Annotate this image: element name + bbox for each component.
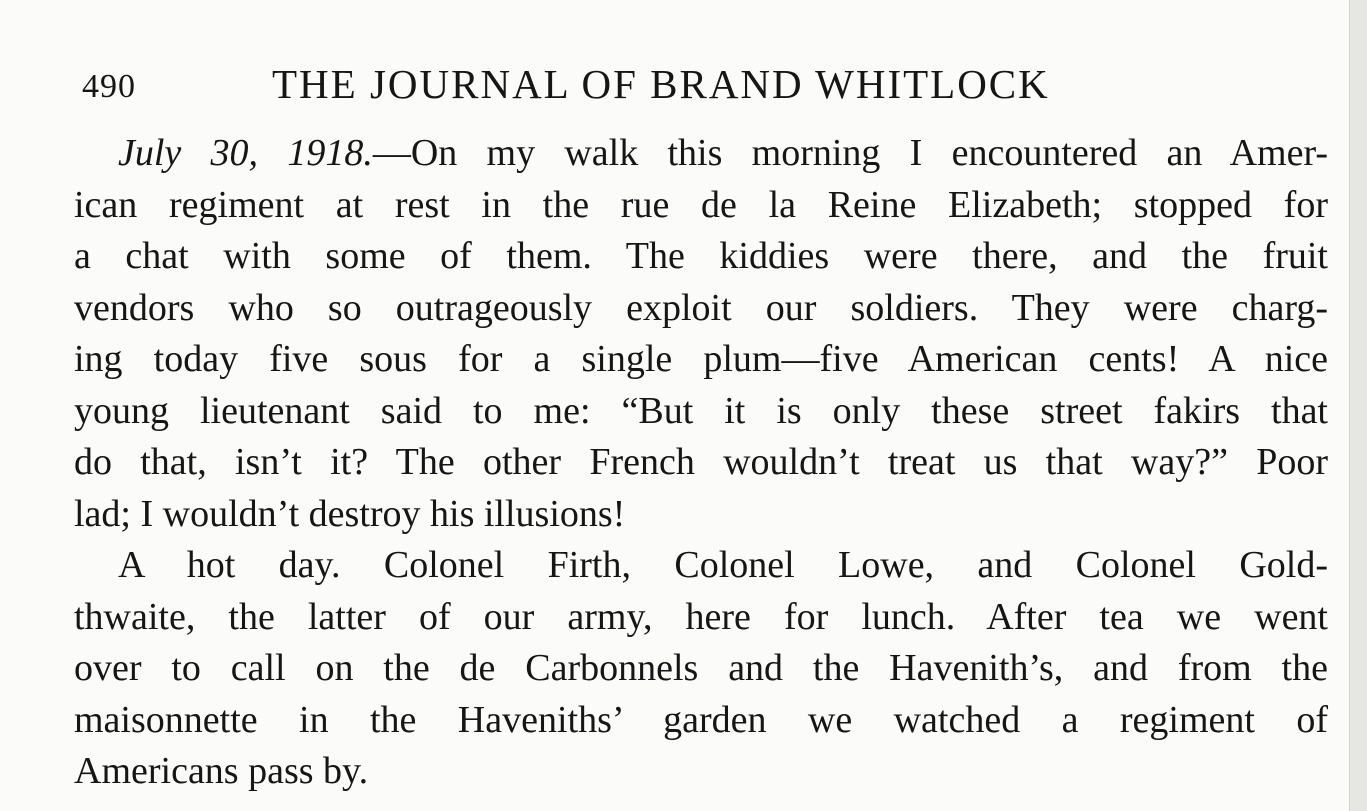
text-line: do that, isn’t it? The other French wouldn’t treat us that way?” Poor: [74, 441, 1328, 483]
running-title: THE JOURNAL OF BRAND WHITLOCK: [272, 61, 1050, 107]
page-header: [82, 60, 1142, 120]
entry-date: July 30, 1918.: [118, 132, 373, 174]
text-line: Americans pass by.: [74, 750, 369, 792]
text-line: ican regiment at rest in the rue de la Reine Elizabeth; stopped for: [74, 183, 1328, 226]
paragraph-2: [74, 540, 1328, 798]
text-line-content: —On my walk this morning I encountered an Amer-: [372, 132, 1328, 174]
page-number: 490: [82, 68, 136, 105]
text-line: a chat with some of them. The kiddies were there, and the fruit: [74, 235, 1328, 277]
paragraph-1: [74, 128, 1328, 540]
text-line: lad; I wouldn’t destroy his illusions!: [74, 492, 626, 535]
text-line: vendors who so outrageously exploit our soldiers. They were charg-: [74, 286, 1328, 329]
page-edge: [1349, 0, 1367, 811]
text-line: young lieutenant said to me: “But it is only these street fakirs that: [74, 389, 1328, 432]
text-line: thwaite, the latter of our army, here for lunch. After tea we went: [74, 595, 1328, 638]
text-line: A hot day. Colonel Firth, Colonel Lowe, and Colonel Gold-: [118, 544, 1328, 586]
journal-entry: [74, 128, 1328, 798]
text-line: over to call on the de Carbonnels and the Havenith’s, and from the: [74, 647, 1328, 689]
text-line: ing today five sous for a single plum—five American cents! A nice: [74, 338, 1328, 380]
text-line: maisonnette in the Haveniths’ garden we watched a regiment of: [74, 698, 1328, 741]
text-line: [74, 128, 1328, 180]
